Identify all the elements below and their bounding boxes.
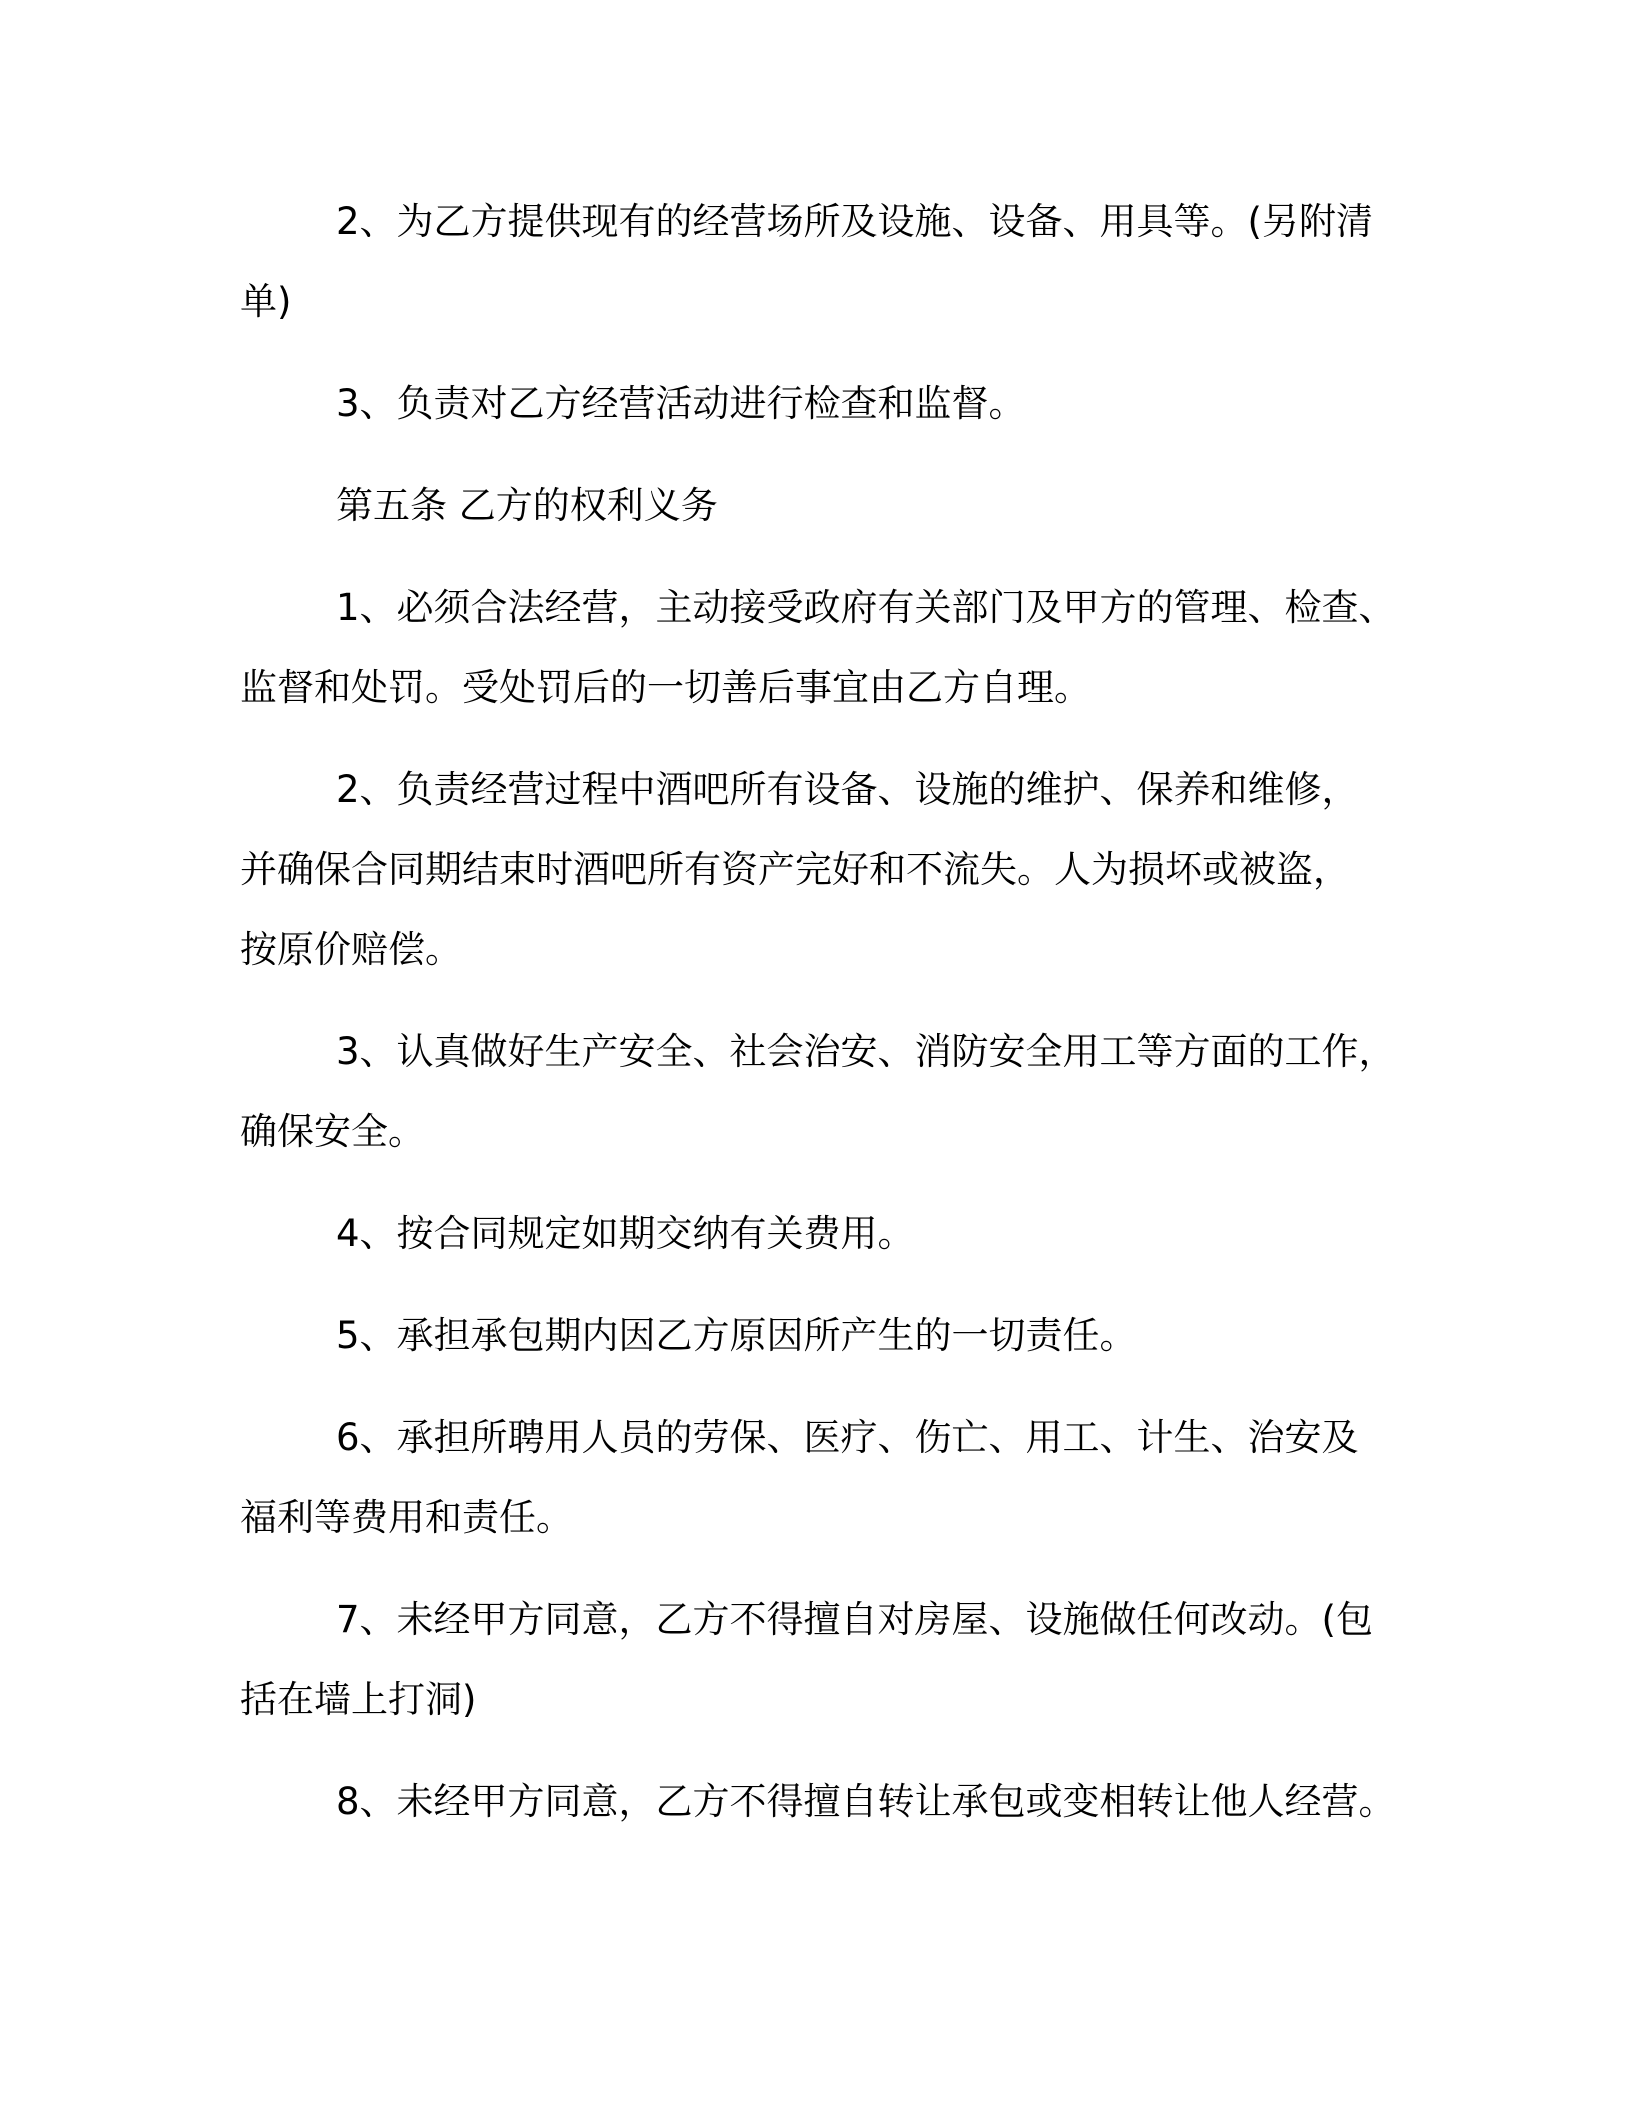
paragraph-line: 2、负责经营过程中酒吧所有设备、设施的维护、保养和维修， (336, 768, 1359, 811)
paragraph-line: 3、负责对乙方经营活动进行检查和监督。 (336, 382, 1026, 425)
paragraph-clause-5-item-4 (240, 1194, 1390, 1274)
paragraph-clause-5-item-7 (240, 1580, 1390, 1740)
paragraph-line: 5、承担承包期内因乙方原因所产生的一切责任。 (336, 1314, 1137, 1357)
paragraph-line: 8、未经甲方同意，乙方不得擅自转让承包或变相转让他人经营。 (336, 1780, 1396, 1823)
paragraph-line: 1、必须合法经营，主动接受政府有关部门及甲方的管理、检查、 (336, 586, 1396, 629)
paragraph-line: 监督和处罚。受处罚后的一切善后事宜由乙方自理。 (240, 666, 1091, 709)
section-heading-text: 第五条 乙方的权利义务 (336, 484, 718, 527)
paragraph-line: 6、承担所聘用人员的劳保、医疗、伤亡、用工、计生、治安及 (336, 1416, 1359, 1459)
section-heading-article-5 (240, 466, 1390, 546)
paragraph-clause-5-item-1 (240, 568, 1396, 728)
paragraph-line: 括在墙上打洞) (240, 1678, 477, 1721)
document-body (240, 182, 1396, 1842)
paragraph-line: 4、按合同规定如期交纳有关费用。 (336, 1212, 915, 1255)
paragraph-clause-4-item-2 (240, 182, 1390, 342)
paragraph-clause-5-item-2 (240, 750, 1390, 990)
paragraph-line: 福利等费用和责任。 (240, 1496, 573, 1539)
paragraph-line: 确保安全。 (240, 1110, 425, 1153)
paragraph-line: 按原价赔偿。 (240, 928, 462, 971)
paragraph-clause-5-item-6 (240, 1398, 1390, 1558)
paragraph-line: 单) (240, 280, 292, 323)
paragraph-clause-4-item-3 (240, 364, 1390, 444)
paragraph-clause-5-item-8 (240, 1762, 1396, 1842)
paragraph-clause-5-item-5 (240, 1296, 1390, 1376)
paragraph-line: 并确保合同期结束时酒吧所有资产完好和不流失。人为损坏或被盗， (240, 848, 1350, 891)
paragraph-line: 2、为乙方提供现有的经营场所及设施、设备、用具等。(另附清 (336, 200, 1373, 243)
paragraph-line: 3、认真做好生产安全、社会治安、消防安全用工等方面的工作， (336, 1030, 1396, 1073)
paragraph-line: 7、未经甲方同意，乙方不得擅自对房屋、设施做任何改动。(包 (336, 1598, 1373, 1641)
paragraph-clause-5-item-3 (240, 1012, 1396, 1172)
